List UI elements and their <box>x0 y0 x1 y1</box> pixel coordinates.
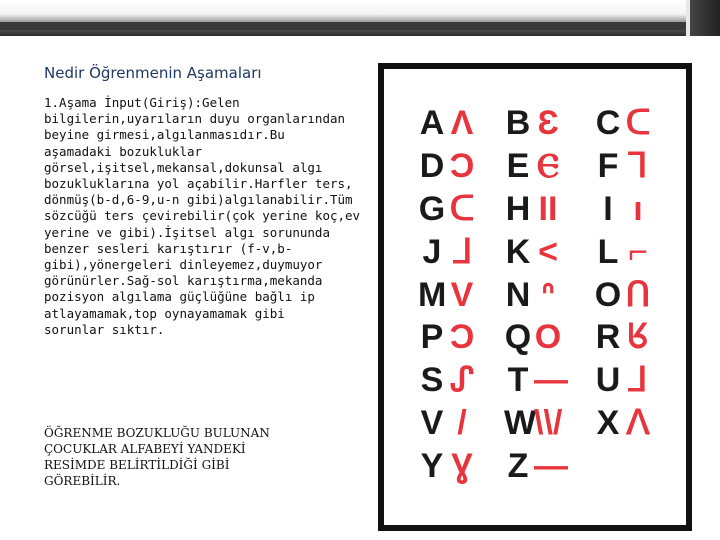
normal-letter: L <box>597 232 619 271</box>
letter-pair-i <box>594 188 678 231</box>
distorted-letter: ᑕ <box>625 104 651 143</box>
letter-pair-u <box>594 359 678 402</box>
letter-pair-v <box>418 402 504 445</box>
normal-letter: B <box>505 104 531 143</box>
slide-body-text: 1.Aşama İnput(Giriş):Gelen bilgilerin,uyarıların duyu organlarından beyine girmesi,algılanmasıdır.Bu aşamadaki bozukluklar görsel,işitsel,mekansal,dokunsal algı bozukluklarına yol açabilir.Harfler ters, dönmüş(b-d,6-9,u-n gibi)algılanabilir.Tüm sözcüğü ters çevirebilir(çok yerine koç,ev yerine ve gibi).İşitsel algı sorununda benzer sesleri karıştırır (f-v,b- gibi),yönergeleri dinleyemez,duymuyor görünürler.Sağ-sol karıştırma,mekanda pozisyon algılama güçlüğüne bağlı ip atlayamamak,top oynayamamak gibi sorunlar sıktır. <box>44 95 361 337</box>
distorted-letter: ᔑ <box>449 361 475 400</box>
distorted-letter: < <box>538 232 558 271</box>
letter-pair-h <box>504 188 594 231</box>
letter-pair-l <box>594 230 678 273</box>
normal-letter: T <box>507 361 529 400</box>
distorted-letter: O <box>534 318 562 357</box>
normal-letter: M <box>418 275 447 314</box>
letter-pair-r <box>594 316 678 359</box>
normal-letter: P <box>420 318 444 357</box>
slide-top-bar-stripe <box>0 22 720 30</box>
normal-letter: N <box>505 275 531 314</box>
letter-pair-j <box>418 230 504 273</box>
normal-letter: F <box>597 147 619 186</box>
normal-letter: K <box>505 232 531 271</box>
normal-letter: S <box>420 361 444 400</box>
distorted-letter: Ɣ <box>451 446 473 485</box>
distorted-letter: / <box>457 403 467 442</box>
letter-pair-p <box>418 316 504 359</box>
normal-letter: I <box>603 189 613 228</box>
distorted-letter: ᑕ <box>449 189 475 228</box>
letter-pair-x <box>594 402 678 445</box>
letter-pair-c <box>594 102 678 145</box>
distorted-letter: II <box>538 189 558 228</box>
normal-letter: Y <box>420 446 444 485</box>
slide-top-bar <box>0 0 720 36</box>
normal-letter: G <box>418 189 446 228</box>
distorted-letter: ı <box>633 189 643 228</box>
letter-pair-w <box>504 402 594 445</box>
distorted-letter: — <box>534 361 568 400</box>
normal-letter: C <box>595 104 621 143</box>
letter-pair-b <box>504 102 594 145</box>
distorted-letter: ⌐ <box>628 232 648 271</box>
letter-pair-m <box>418 273 504 316</box>
letter-pair-g <box>418 188 504 231</box>
distorted-letter: ᒧ <box>451 232 473 271</box>
letter-pair-z <box>504 444 594 487</box>
distorted-letter: ᐱ <box>626 403 650 442</box>
normal-letter: J <box>422 232 442 271</box>
distorted-letter: \\/ <box>534 403 563 442</box>
letter-pair-n <box>504 273 594 316</box>
slide-title: Nedir Öğrenmenin Aşamaları <box>44 64 262 82</box>
letter-pair-d <box>418 145 504 188</box>
corner-accent-dark <box>690 0 720 36</box>
letter-pair-o <box>594 273 678 316</box>
letter-pair-k <box>504 230 594 273</box>
normal-letter: Z <box>507 446 529 485</box>
alphabet-image <box>418 102 678 502</box>
normal-letter: V <box>420 403 444 442</box>
distorted-letter: V <box>450 275 474 314</box>
letter-pair-t <box>504 359 594 402</box>
letter-pair-q <box>504 316 594 359</box>
distorted-letter: ᐢ <box>541 275 555 314</box>
normal-letter: U <box>595 361 621 400</box>
normal-letter: X <box>596 403 620 442</box>
slide-note: ÖĞRENME BOZUKLUĞU BULUNAN ÇOCUKLAR ALFABEYİ YANDEKİ RESİMDE BELİRTİLDİĞİ GİBİ GÖREBİLİR. <box>44 426 270 488</box>
normal-letter: W <box>504 403 537 442</box>
distorted-letter: Ͻ <box>449 318 475 357</box>
normal-letter: A <box>419 104 445 143</box>
letter-pair-s <box>418 359 504 402</box>
letter-pair-y <box>418 444 504 487</box>
distorted-letter: Ɛ <box>537 104 559 143</box>
distorted-letter: ⅃ <box>628 361 648 400</box>
normal-letter: E <box>506 147 530 186</box>
normal-letter: D <box>419 147 445 186</box>
normal-letter: Q <box>504 318 532 357</box>
letter-pair-a <box>418 102 504 145</box>
distorted-letter: ᑎ <box>625 275 651 314</box>
letter-pair-e <box>504 145 594 188</box>
distorted-letter: Ͻ <box>449 147 475 186</box>
letter-pair-f <box>594 145 678 188</box>
distorted-letter: Ⲉ <box>537 147 559 186</box>
normal-letter: R <box>595 318 621 357</box>
normal-letter: O <box>594 275 622 314</box>
distorted-letter: ⅂ <box>628 147 648 186</box>
normal-letter: H <box>505 189 531 228</box>
distorted-letter: Λ <box>450 104 474 143</box>
distorted-letter: ᖉ <box>627 318 649 357</box>
distorted-letter: — <box>534 446 568 485</box>
